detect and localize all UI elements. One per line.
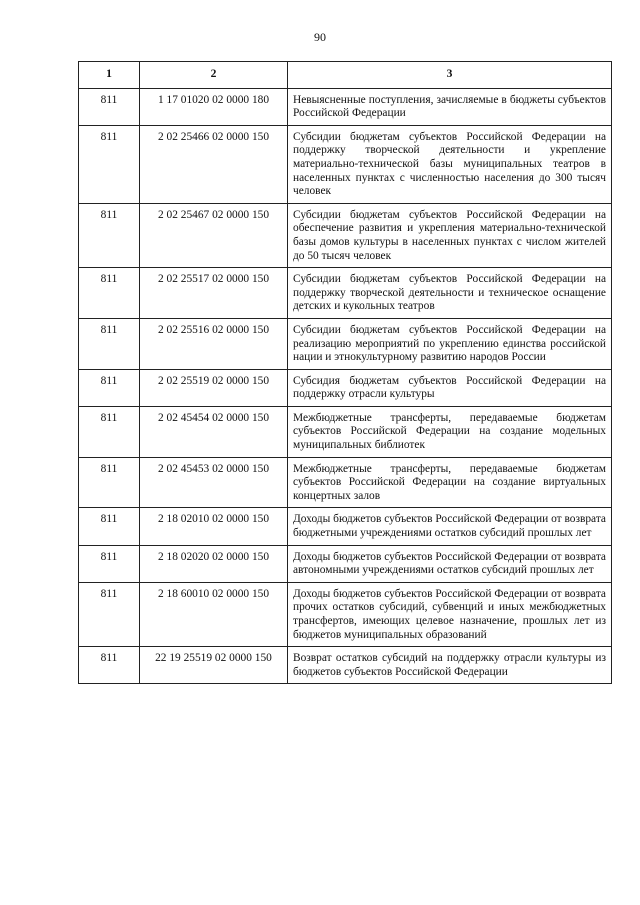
table-row bbox=[79, 647, 612, 684]
admin-code-cell: 811 bbox=[79, 406, 140, 457]
budget-code-cell: 2 02 25519 02 0000 150 bbox=[140, 369, 288, 406]
admin-code-cell: 811 bbox=[79, 318, 140, 369]
budget-code-cell: 2 02 25466 02 0000 150 bbox=[140, 125, 288, 203]
table-row bbox=[79, 545, 612, 582]
description-cell: Доходы бюджетов субъектов Российской Федерации от возврата прочих остатков субсидий, субвенций и иных межбюджетных трансфертов, имеющих целевое назначение, прошлых лет из бюджетов муниципальных образований bbox=[288, 582, 612, 646]
budget-code-cell: 2 02 45453 02 0000 150 bbox=[140, 457, 288, 508]
admin-code-cell: 811 bbox=[79, 88, 140, 125]
budget-code-cell: 1 17 01020 02 0000 180 bbox=[140, 88, 288, 125]
budget-code-cell: 2 02 45454 02 0000 150 bbox=[140, 406, 288, 457]
table-header-row bbox=[79, 62, 612, 89]
admin-code-cell: 811 bbox=[79, 369, 140, 406]
description-cell: Доходы бюджетов субъектов Российской Федерации от возврата бюджетными учреждениями остатков субсидий прошлых лет bbox=[288, 508, 612, 545]
description-cell: Невыясненные поступления, зачисляемые в бюджеты субъектов Российской Федерации bbox=[288, 88, 612, 125]
budget-code-cell: 2 18 02020 02 0000 150 bbox=[140, 545, 288, 582]
admin-code-cell: 811 bbox=[79, 508, 140, 545]
description-cell: Субсидии бюджетам субъектов Российской Федерации на поддержку творческой деятельности и укрепление материально-технической базы муниципальных театров в населенных пунктах с численностью населения до 300 тысяч человек bbox=[288, 125, 612, 203]
admin-code-cell: 811 bbox=[79, 268, 140, 319]
description-cell: Субсидии бюджетам субъектов Российской Федерации на реализацию мероприятий по укреплению единства российской нации и этнокультурному развитию народов России bbox=[288, 318, 612, 369]
admin-code-cell: 811 bbox=[79, 582, 140, 646]
description-cell: Субсидия бюджетам субъектов Российской Федерации на поддержку отрасли культуры bbox=[288, 369, 612, 406]
table-row bbox=[79, 203, 612, 267]
description-cell: Субсидии бюджетам субъектов Российской Федерации на обеспечение развития и укрепления материально-технической базы домов культуры в населенных пунктах с числом жителей до 50 тысяч человек bbox=[288, 203, 612, 267]
admin-code-cell: 811 bbox=[79, 125, 140, 203]
table-row bbox=[79, 125, 612, 203]
table-row bbox=[79, 582, 612, 646]
description-cell: Межбюджетные трансферты, передаваемые бюджетам субъектов Российской Федерации на создание модельных муниципальных библиотек bbox=[288, 406, 612, 457]
description-cell: Доходы бюджетов субъектов Российской Федерации от возврата автономными учреждениями остатков субсидий прошлых лет bbox=[288, 545, 612, 582]
column-header-admin: 1 bbox=[79, 62, 140, 89]
description-cell: Возврат остатков субсидий на поддержку отрасли культуры из бюджетов субъектов Российской Федерации bbox=[288, 647, 612, 684]
budget-code-cell: 2 02 25517 02 0000 150 bbox=[140, 268, 288, 319]
admin-code-cell: 811 bbox=[79, 203, 140, 267]
budget-code-cell: 22 19 25519 02 0000 150 bbox=[140, 647, 288, 684]
admin-code-cell: 811 bbox=[79, 545, 140, 582]
budget-code-cell: 2 18 02010 02 0000 150 bbox=[140, 508, 288, 545]
admin-code-cell: 811 bbox=[79, 457, 140, 508]
page-number: 90 bbox=[314, 30, 326, 44]
table-row bbox=[79, 88, 612, 125]
description-cell: Межбюджетные трансферты, передаваемые бюджетам субъектов Российской Федерации на создание виртуальных концертных залов bbox=[288, 457, 612, 508]
table-row bbox=[79, 406, 612, 457]
table-row bbox=[79, 318, 612, 369]
budget-code-cell: 2 02 25467 02 0000 150 bbox=[140, 203, 288, 267]
description-cell: Субсидии бюджетам субъектов Российской Федерации на поддержку творческой деятельности и техническое оснащение детских и кукольных театров bbox=[288, 268, 612, 319]
column-header-description: 3 bbox=[288, 62, 612, 89]
table-row bbox=[79, 508, 612, 545]
admin-code-cell: 811 bbox=[79, 647, 140, 684]
table-row bbox=[79, 457, 612, 508]
budget-code-cell: 2 18 60010 02 0000 150 bbox=[140, 582, 288, 646]
column-header-code: 2 bbox=[140, 62, 288, 89]
budget-classification-table bbox=[78, 61, 612, 684]
budget-code-cell: 2 02 25516 02 0000 150 bbox=[140, 318, 288, 369]
table-row bbox=[79, 268, 612, 319]
table-row bbox=[79, 369, 612, 406]
